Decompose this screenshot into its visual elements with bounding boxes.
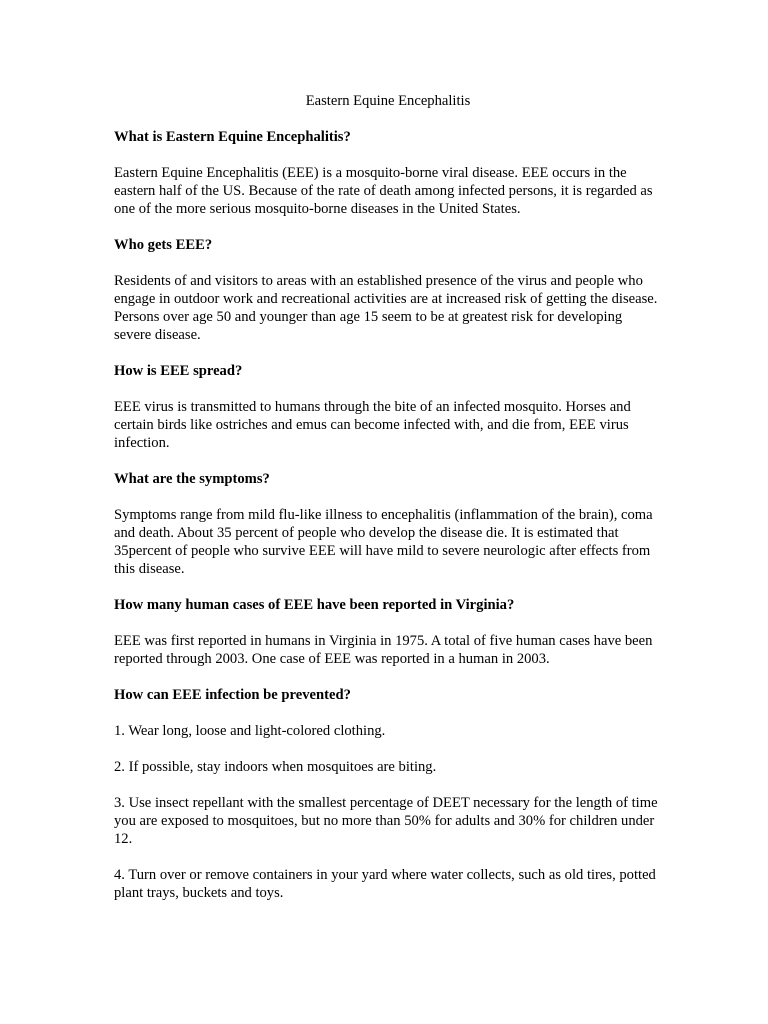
answer-paragraph: EEE virus is transmitted to humans through the bite of an infected mosquito. Horses and certain birds like ostriches and emus can become infected with, and die from, EEE virus infection. (114, 399, 631, 451)
list-item: 2. If possible, stay indoors when mosquitoes are biting. (114, 759, 437, 775)
list-item: 1. Wear long, loose and light-colored clothing. (114, 723, 386, 739)
question-heading: How is EEE spread? (114, 363, 243, 379)
question-heading: How many human cases of EEE have been reported in Virginia? (114, 597, 515, 613)
document-title: Eastern Equine Encephalitis (305, 93, 471, 109)
answer-paragraph: EEE was first reported in humans in Virginia in 1975. A total of five human cases have been reported through 2003. One case of EEE was reported in a human in 2003. (114, 633, 653, 667)
answer-paragraph: Eastern Equine Encephalitis (EEE) is a mosquito-borne viral disease. EEE occurs in the eastern half of the US. Because of the rate of death among infected persons, it is regarded as one of the more serious mosquito-borne diseases in the United States. (114, 165, 653, 217)
answer-paragraph: Residents of and visitors to areas with an established presence of the virus and people who engage in outdoor work and recreational activities are at increased risk of getting the disease. Persons over age 50 and younger than age 15 seem to be at greatest risk for developing severe disease. (114, 273, 658, 343)
list-item: 4. Turn over or remove containers in your yard where water collects, such as old tires, potted plant trays, buckets and toys. (114, 867, 656, 901)
answer-paragraph: Symptoms range from mild flu-like illness to encephalitis (inflammation of the brain), coma and death. About 35 percent of people who develop the disease die. It is estimated that 35percent of people who survive EEE will have mild to severe neurologic after effects from this disease. (114, 507, 653, 577)
question-heading: Who gets EEE? (114, 237, 213, 253)
question-heading: What is Eastern Equine Encephalitis? (114, 129, 351, 145)
document-page (114, 92, 662, 902)
question-heading: What are the symptoms? (114, 471, 270, 487)
question-heading: How can EEE infection be prevented? (114, 687, 351, 703)
list-item: 3. Use insect repellant with the smallest percentage of DEET necessary for the length of time you are exposed to mosquitoes, but no more than 50% for adults and 30% for children under 12. (114, 795, 658, 847)
